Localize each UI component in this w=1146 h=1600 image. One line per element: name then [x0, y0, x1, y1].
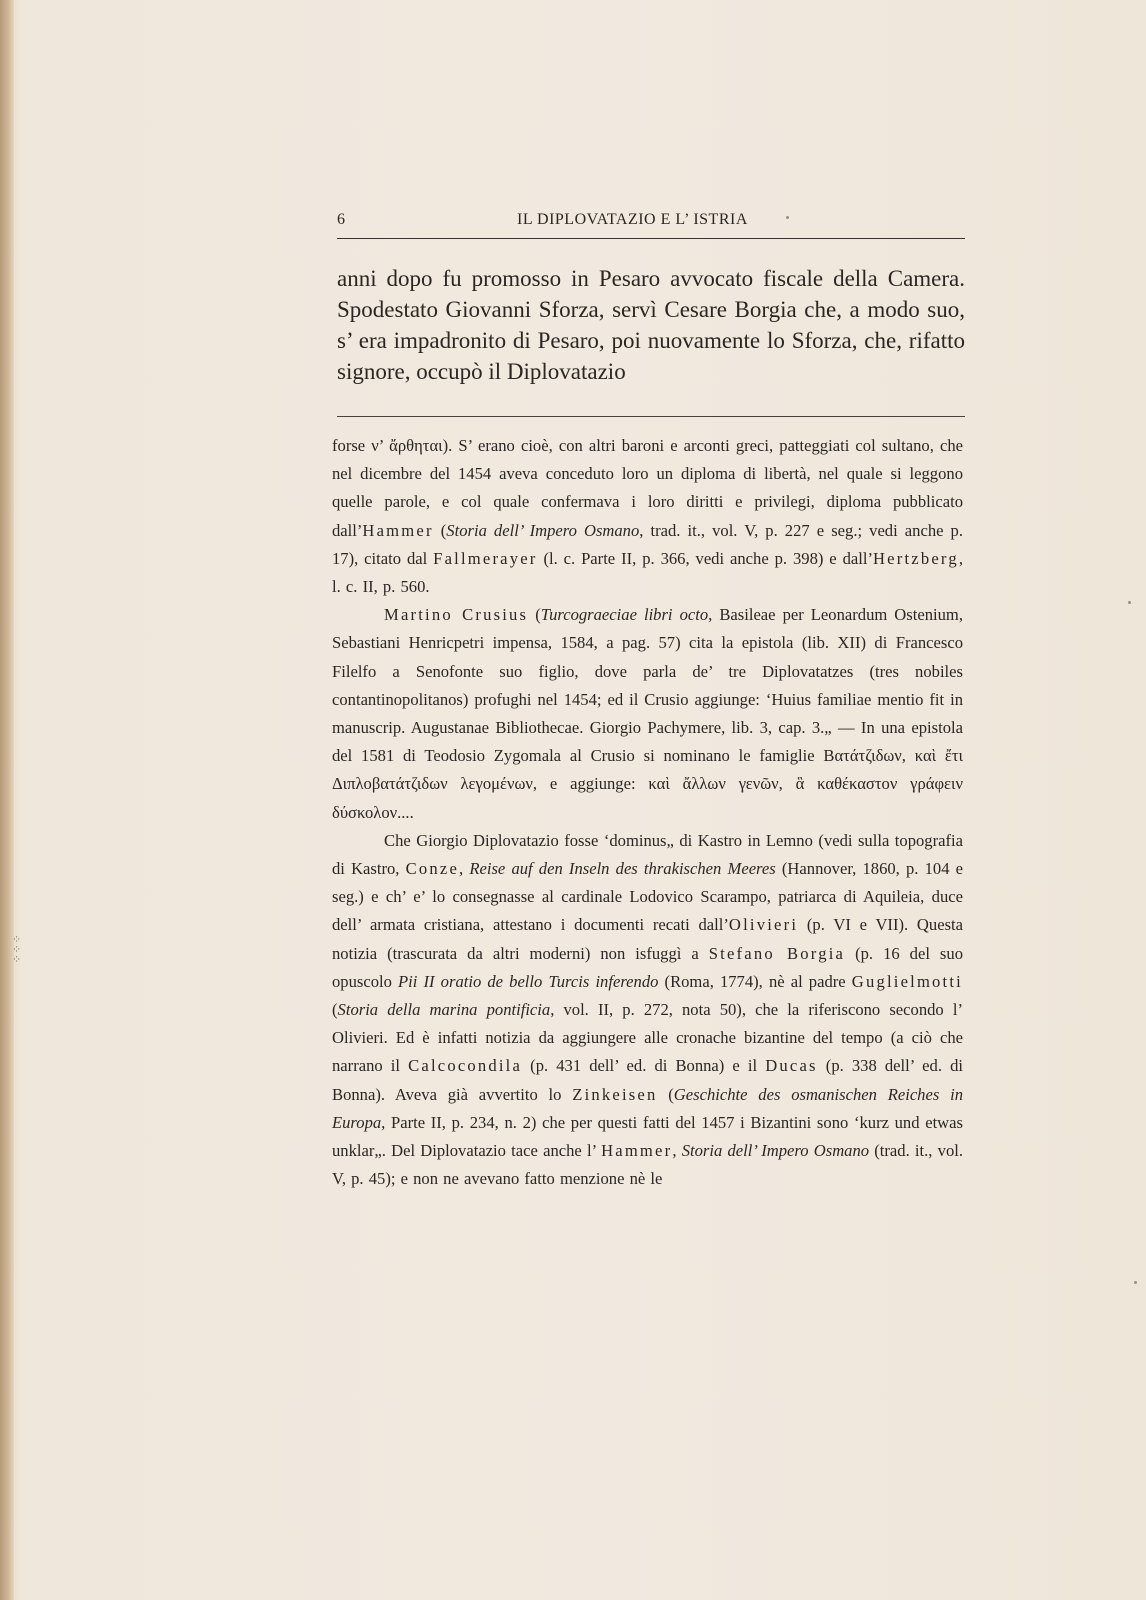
paper-speck — [786, 216, 789, 219]
footnote-paragraph-3: Che Giorgio Diplovatazio fosse ‘dominus„ di Kastro in Lemno (vedi sulla topografia di Kastro, Conze, Reise auf den Inseln des thrakischen Meeres (Hannover, 1860, p. 104 e seg.) e ch’ e’ lo consegnasse al cardinale Lodovico Scarampo, patriarca di Aquileia, duce dell’ armata cristiana, attestano i documenti recati dall’Olivieri (p. VI e VII). Questa notizia (trascurata da altri moderni) non isfuggì a Stefano Borgia (p. 16 del suo opuscolo Pii II oratio de bello Turcis inferendo (Roma, 1774), nè al padre Guglielmotti (Storia della marina pontificia, vol. II, p. 272, nota 50), che la riferiscono secondo l’ Olivieri. Ed è infatti notizia da aggiungere alle cronache bizantine del tempo (a ciò che narrano il Calcocondila (p. 431 dell’ ed. di Bonna) e il Ducas (p. 338 dell’ ed. di Bonna). Aveva già avvertito lo Zinkeisen (Geschichte des osmanischen Reiches in Europa, Parte II, p. 234, n. 2) che per questi fatti del 1457 i Bizantini sono ‘kurz und etwas unklar„. Del Diplovatazio tace anche l’ Hammer, Storia dell’ Impero Osmano (trad. it., vol. V, p. 45); e non ne avevano fatto menzione nè le — [332, 830, 964, 1189]
main-text — [337, 263, 965, 387]
book-spine-edge — [0, 0, 14, 1600]
paper-speck — [1134, 1281, 1137, 1284]
page-number: 6 — [337, 211, 346, 228]
main-paragraph: anni dopo fu promosso in Pesaro avvocato fiscale della Camera. Spodestato Giovanni Sforza, servì Cesare Borgia che, a modo suo, s’ era impadronito di Pesaro, poi nuovamente lo Sforza, che, rifatto signore, occupò il Diplovatazio — [337, 266, 965, 384]
footnote-paragraph-1: forse ν’ ἄρθηται). S’ erano cioè, con altri baroni e arconti greci, patteggiati col sultano, che nel dicembre del 1454 aveva conceduto loro un diploma di libertà, nel quale si leggono quelle parole, e col quale confermava i loro diritti e privilegi, diploma pubblicato dall’Hammer (Storia dell’ Impero Osmano, trad. it., vol. V, p. 227 e seg.; vedi anche p. 17), citato dal Fallmerayer (l. c. Parte II, p. 366, vedi anche p. 398) e dall’Hertzberg, l. c. II, p. 560. — [332, 436, 963, 597]
running-title: IL DIPLOVATAZIO E L’ ISTRIA — [517, 211, 748, 228]
footnote-paragraph-2: Martino Crusius (Turcograeciae libri octo, Basileae per Leonardum Ostenium, Sebastiani Henricpetri impensa, 1584, a pag. 57) cita la epistola (lib. XII) di Francesco Filelfo a Senofonte suo figlio, dove parla de’ tre Diplovatatzes (tres nobiles contantinopolitanos) profughi nel 1454; ed il Crusio aggiunge: ‘Huius familiae mentio fit in manuscrip. Augustanae Bibliothecae. Giorgio Pachymere, lib. 3, cap. 3.„ — In una epistola del 1581 di Teodosio Zygomala al Crusio si nominano le famiglie Βατάτζιδων, καὶ ἔτι Διπλοβατάτζιδων λεγομένων, e aggiunge: καὶ ἄλλων γενῶν, ἃ καθέκαστον γράφειν δύσκολον.... — [332, 605, 963, 822]
running-header — [337, 211, 965, 237]
paper-speck — [1128, 601, 1131, 604]
footnote-rule — [337, 416, 965, 417]
margin-stain: ⁘ ⁘ ⁘ — [12, 934, 22, 966]
header-rule — [337, 238, 965, 239]
footnotes — [332, 432, 963, 1193]
